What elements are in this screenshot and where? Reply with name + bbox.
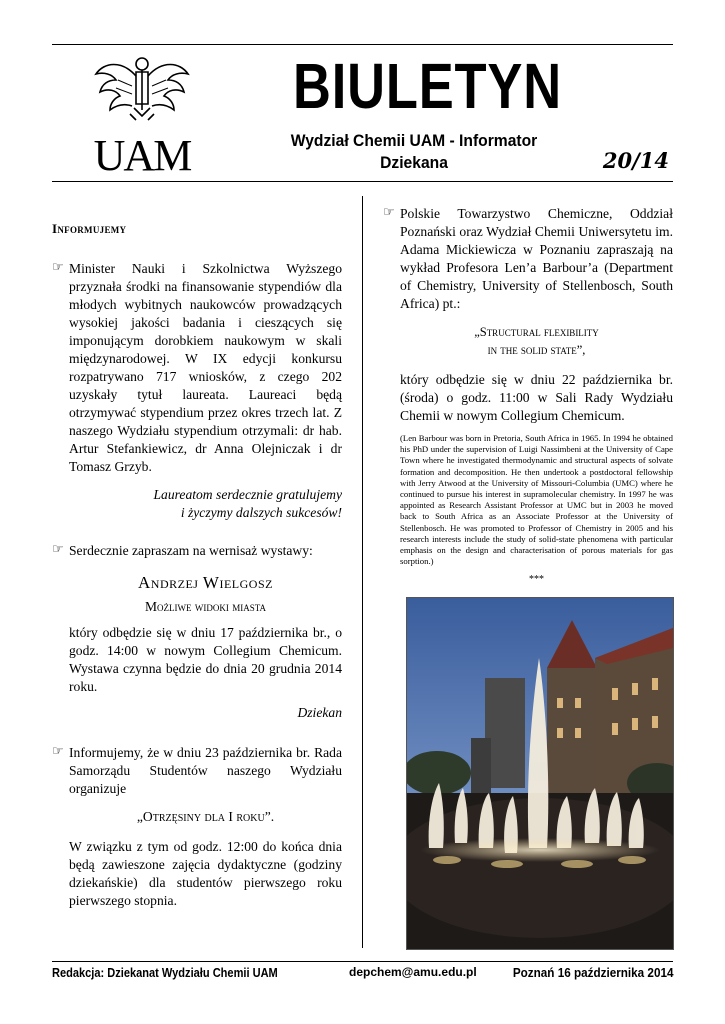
logo-text: UAM (93, 131, 191, 176)
newsletter-title: BIULETYN (293, 50, 562, 122)
announcement-exhibition (52, 542, 342, 560)
footer-rule (52, 961, 673, 962)
left-column (52, 196, 342, 910)
announcement-text: Minister Nauki i Szkolnictwa Wyższego przyznała środki na finansowanie stypendiów dla młodych wybitnych naukowców prowadzących wysokiej jakości badania i cieszących się imponującym dorobkiem naukowym w skali międzynarodowej. W IX edycji konkursu rozpatrywano 717 wniosków, z czego 202 uzyskały tytuł laureata. Laureaci będą otrzymywać stypendium przez okres trzech lat. Z naszego Wydziału stypendium otrzymali: dr hab. Artur Stefankiewicz, dr Anna Olejniczak i dr Tomasz Grzyb. (69, 261, 342, 474)
student-event-name (52, 808, 342, 826)
pointing-hand-icon: ☞ (383, 205, 395, 220)
congrats-line-2: i życzymy dalszych sukcesów! (180, 505, 342, 520)
column-divider (362, 196, 363, 948)
separator: *** (529, 574, 544, 586)
student-event-details: W związku z tym od godz. 12:00 do końca dnia będą zawieszone zajęcia dydaktyczne (godziny dziekańskie) dla studentów pierwszego roku pierwszego stopnia. (69, 839, 342, 908)
announcement-scholarship (52, 260, 342, 476)
uam-eagle-logo (92, 50, 192, 176)
header-rule (52, 181, 673, 182)
exhibition-title: Możliwe widoki miasta (144, 599, 266, 614)
lecture-title-line-1: „Structural flexibility (474, 325, 599, 339)
announcement-lecture (383, 205, 673, 313)
announcement-text: Polskie Towarzystwo Chemiczne, Oddział Poznański oraz Wydział Chemii Uniwersytetu im. Adama Mickiewicza w Poznaniu zapraszają na wykład Profesora Len’a Barbour’a (Department of Chemistry, University of Stellenbosch, South Africa) pt.: (400, 206, 673, 311)
lecture-title-line-2: in the solid state”, (487, 343, 586, 357)
event-name: Otrzęsiny dla I roku (142, 809, 265, 824)
top-rule (52, 44, 673, 45)
lecture-details: który odbędzie się w dniu 22 października br. (środa) o godz. 11:00 w Sali Rady Wydziału Chemii w nowym Collegium Chemicum. (400, 372, 673, 423)
exhibition-details: który odbędzie się w dniu 17 października br., o godz. 14:00 w nowym Collegium Chemicum. Wystawa czynna będzie do dnia 20 grudnia 2014 roku. (69, 625, 342, 694)
speaker-bio: (Len Barbour was born in Pretoria, South Africa in 1965. In 1994 he obtained his PhD under the supervision of Luigi Nassimbeni at the University of Cape Town where he investigated thermodynamic and structural aspects of solvate formation and decomposition. He then undertook a postdoctoral fellowship with Jerry Atwood at the University of Missouri-Columbia (UMC) where he continued to pursue his interest in supramolecular chemistry. In 1997 he was appointed as Research Assistant Professor at UMC but in 2003 he moved back to South Africa as an Associate Professor at the University of Stellenbosch. He was promoted to Professor of Chemistry in 2005 and his research interests include the study of solid-state phenomena with particular emphasis on the design and characterisation of porous materials for gas sorption.) (400, 433, 673, 567)
fountain-photo (406, 597, 674, 950)
congrats-line-1: Laureatom serdecznie gratulujemy (153, 487, 342, 502)
artist-name: Andrzej Wielgosz (138, 573, 273, 592)
pointing-hand-icon: ☞ (52, 260, 64, 275)
quote-open: „ (136, 809, 143, 824)
footer-email[interactable]: depchem@amu.edu.pl (349, 965, 477, 979)
footer-editor: Redakcja: Dziekanat Wydziału Chemii UAM (52, 965, 278, 980)
pointing-hand-icon: ☞ (52, 744, 64, 759)
newsletter-subtitle: Wydział Chemii UAM - Informator Dziekana (290, 131, 538, 172)
pointing-hand-icon: ☞ (52, 542, 64, 557)
announcement-text: Informujemy, że w dniu 23 października br. Rada Samorządu Studentów naszego Wydziału organizuje (69, 745, 342, 796)
section-title: Informujemy (52, 221, 127, 236)
announcement-text: Serdecznie zapraszam na wernisaż wystawy: (69, 543, 313, 558)
right-column (383, 205, 673, 589)
quote-close: ”. (264, 809, 275, 824)
signature: Dziekan (297, 705, 342, 720)
announcement-student-event (52, 744, 342, 798)
issue-number: 20/14 (602, 148, 669, 173)
footer-date: Poznań 16 października 2014 (512, 965, 673, 980)
